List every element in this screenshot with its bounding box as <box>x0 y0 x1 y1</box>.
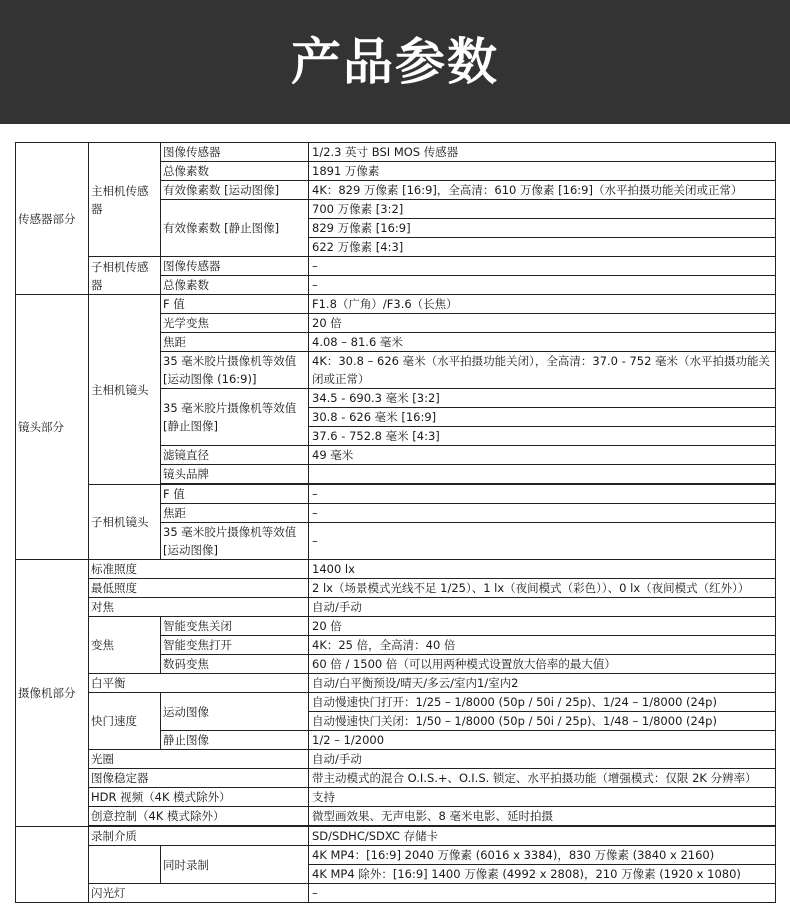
row-value: 4K MP4 除外：[16:9] 1400 万像素 (4992 x 2808)，210 万像素 (1920 x 1080) <box>309 865 776 884</box>
table-row <box>16 617 776 636</box>
row-label: 总像素数 <box>161 276 309 295</box>
row-value: SD/SDHC/SDXC 存储卡 <box>309 827 776 846</box>
row-label: 图像稳定器 <box>89 769 309 788</box>
group-label: 子相机传感器 <box>89 257 161 295</box>
table-row <box>16 788 776 807</box>
table-row <box>16 807 776 826</box>
row-label: 有效像素数 [静止图像] <box>161 200 309 257</box>
row-value: 4K MP4：[16:9] 2040 万像素 (6016 x 3384)，830 万像素 (3840 x 2160) <box>309 846 776 865</box>
row-label: 35 毫米胶片摄像机等效值 [运动图像] <box>161 523 309 560</box>
row-value: 1/2.3 英寸 BSI MOS 传感器 <box>309 143 776 162</box>
table-row <box>16 143 776 162</box>
row-value: 微型画效果、无声电影、8 毫米电影、延时拍摄 <box>309 807 776 826</box>
table-row <box>16 769 776 788</box>
row-label: 焦距 <box>161 333 309 352</box>
row-value: 自动慢速快门打开：1/25 – 1/8000 (50p / 50i / 25p)、1/24 – 1/8000 (24p) <box>309 693 776 712</box>
group-label: 主相机镜头 <box>89 295 161 485</box>
section-label: 镜头部分 <box>16 295 89 560</box>
row-label: 白平衡 <box>89 674 309 693</box>
table-row <box>16 884 776 903</box>
row-label: F 值 <box>161 295 309 314</box>
row-value: 1891 万像素 <box>309 162 776 181</box>
row-label: 有效像素数 [运动图像] <box>161 181 309 200</box>
table-row <box>16 295 776 314</box>
row-value: 700 万像素 [3:2] <box>309 200 776 219</box>
row-label: 创意控制（4K 模式除外） <box>89 807 309 826</box>
row-value: 自动/白平衡预设/晴天/多云/室内1/室内2 <box>309 674 776 693</box>
row-label: 35 毫米胶片摄像机等效值 [静止图像] <box>161 389 309 446</box>
row-label: 智能变焦打开 <box>161 636 309 655</box>
spec-table <box>15 142 776 903</box>
row-value: – <box>309 276 776 295</box>
row-label: 光圈 <box>89 750 309 769</box>
group-label: 快门速度 <box>89 693 161 750</box>
row-value: – <box>309 523 776 560</box>
row-value: 4K：30.8 – 626 毫米（水平拍摄功能关闭），全高清：37.0 - 752 毫米（水平拍摄功能关闭或正常） <box>309 352 776 389</box>
table-row <box>16 827 776 846</box>
group-label: 主相机传感器 <box>89 143 161 257</box>
row-value: 自动/手动 <box>309 598 776 617</box>
row-value: 4K：25 倍，全高清：40 倍 <box>309 636 776 655</box>
row-value: 34.5 - 690.3 毫米 [3:2] <box>309 389 776 408</box>
row-value: 20 倍 <box>309 617 776 636</box>
row-label: 35 毫米胶片摄像机等效值 [运动图像 (16:9)] <box>161 352 309 389</box>
row-value: – <box>309 884 776 903</box>
group-label: 变焦 <box>89 617 161 674</box>
title-banner <box>0 0 790 124</box>
row-label: 总像素数 <box>161 162 309 181</box>
row-value: – <box>309 257 776 276</box>
row-value: 2 lx（场景模式光线不足 1/25）、1 lx（夜间模式（彩色））、0 lx（夜间模式（红外）） <box>309 579 776 598</box>
row-value: 自动/手动 <box>309 750 776 769</box>
row-label: 标准照度 <box>89 560 309 579</box>
row-value: 1/2 – 1/2000 <box>309 731 776 750</box>
row-label: 数码变焦 <box>161 655 309 674</box>
table-row <box>16 846 776 865</box>
table-row <box>16 257 776 276</box>
row-label: F 值 <box>161 485 309 504</box>
row-value: 49 毫米 <box>309 446 776 465</box>
section-label <box>16 827 89 903</box>
spacer-cell <box>89 846 161 884</box>
row-value: 622 万像素 [4:3] <box>309 238 776 257</box>
table-row <box>16 674 776 693</box>
table-row <box>16 485 776 504</box>
row-label: 对焦 <box>89 598 309 617</box>
row-label: 运动图像 <box>161 693 309 731</box>
row-label: 滤镜直径 <box>161 446 309 465</box>
section-label: 传感器部分 <box>16 143 89 295</box>
row-label: 录制介质 <box>89 827 309 846</box>
row-value: 20 倍 <box>309 314 776 333</box>
table-row <box>16 579 776 598</box>
row-value: 829 万像素 [16:9] <box>309 219 776 238</box>
table-row <box>16 693 776 712</box>
row-label: 光学变焦 <box>161 314 309 333</box>
row-label: 图像传感器 <box>161 143 309 162</box>
row-label: 图像传感器 <box>161 257 309 276</box>
row-label: 镜头品牌 <box>161 465 309 484</box>
row-value: – <box>309 485 776 504</box>
table-row <box>16 750 776 769</box>
row-value <box>309 465 776 484</box>
row-value: 自动慢速快门关闭：1/50 – 1/8000 (50p / 50i / 25p)、1/48 – 1/8000 (24p) <box>309 712 776 731</box>
row-value: 37.6 - 752.8 毫米 [4:3] <box>309 427 776 446</box>
row-value: 60 倍 / 1500 倍（可以用两种模式设置放大倍率的最大值） <box>309 655 776 674</box>
row-label: HDR 视频（4K 模式除外） <box>89 788 309 807</box>
row-label: 同时录制 <box>161 846 309 884</box>
row-value: 30.8 - 626 毫米 [16:9] <box>309 408 776 427</box>
row-value: 带主动模式的混合 O.I.S.+、O.I.S. 锁定、水平拍摄功能（增强模式：仅限 2K 分辨率） <box>309 769 776 788</box>
section-label: 摄像机部分 <box>16 560 89 827</box>
row-value: 4K：829 万像素 [16:9]，全高清：610 万像素 [16:9]（水平拍摄功能关闭或正常） <box>309 181 776 200</box>
row-value: F1.8（广角）/F3.6（长焦） <box>309 295 776 314</box>
row-label: 静止图像 <box>161 731 309 750</box>
row-label: 闪光灯 <box>89 884 309 903</box>
row-label: 智能变焦关闭 <box>161 617 309 636</box>
row-value: – <box>309 504 776 523</box>
row-value: 支持 <box>309 788 776 807</box>
page-title: 产品参数 <box>291 33 499 91</box>
row-value: 4.08 – 81.6 毫米 <box>309 333 776 352</box>
row-label: 焦距 <box>161 504 309 523</box>
table-row <box>16 560 776 579</box>
row-value: 1400 lx <box>309 560 776 579</box>
group-label: 子相机镜头 <box>89 485 161 560</box>
row-label: 最低照度 <box>89 579 309 598</box>
table-row <box>16 598 776 617</box>
